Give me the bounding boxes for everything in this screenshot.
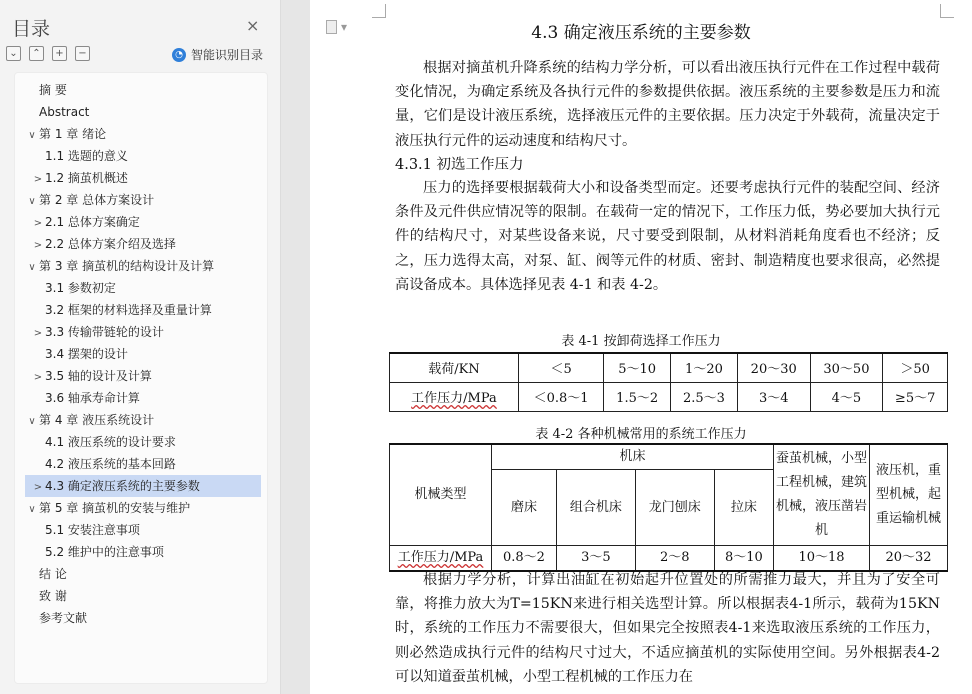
- table-row: [390, 444, 948, 470]
- toc-item-label: 3.2 框架的材料选择及重量计算: [45, 303, 212, 317]
- table-cell: 液压机，重型机械，起重运输机械: [870, 444, 948, 546]
- paragraph: 根据力学分析，计算出油缸在初始起升位置处的所需推力最大，并且为了安全可靠，将推力放大为T=15KN来进行相关选型计算。所以根据表4-1所示，载荷为15KN时，系统的工作压力不需要很大，但如果完全按照表4-1来选取液压系统的工作压力，则必然造成执行元件的结构尺寸过大，不适应摘茧机的实际使用空间。另外根据表4-2可以知道蚕茧机械，小型工程机械的工作压力在: [395, 572, 940, 685]
- nav-title: 目录: [12, 18, 51, 40]
- chevron-down-icon: ▾: [341, 20, 348, 34]
- toc-item-label: 3.5 轴的设计及计算: [45, 369, 152, 383]
- table-cell: ＜5: [518, 353, 603, 382]
- toc-item-label: Abstract: [39, 105, 90, 119]
- document-page: [310, 0, 972, 694]
- table-cell: 组合机床: [556, 470, 635, 546]
- toc-item-label: 5.2 维护中的注意事项: [45, 545, 164, 559]
- table-row: [390, 353, 948, 382]
- toc-item[interactable]: [25, 585, 261, 607]
- table-cell: 0.8～2: [492, 546, 557, 572]
- table-caption: 表 4-2 各种机械常用的系统工作压力: [535, 427, 747, 442]
- toc-item-label: 2.2 总体方案介绍及选择: [45, 237, 176, 251]
- toc-item[interactable]: [25, 409, 261, 431]
- chevron-icon[interactable]: >: [33, 218, 43, 229]
- toc-item[interactable]: [25, 123, 261, 145]
- toc-item-label: 第 1 章 绪论: [39, 127, 107, 141]
- table-cell: 龙门刨床: [635, 470, 714, 546]
- table-cell: 机床: [492, 444, 774, 470]
- chevron-icon[interactable]: ∨: [28, 196, 36, 207]
- toc-item[interactable]: [25, 255, 261, 277]
- toc-item[interactable]: [25, 519, 261, 541]
- toc-item-label: 3.6 轴承寿命计算: [45, 391, 140, 405]
- table-4-2: [389, 443, 948, 572]
- toc-item-label: 4.2 液压系统的基本回路: [45, 457, 176, 471]
- table-cell: 磨床: [492, 470, 557, 546]
- chevron-icon[interactable]: >: [33, 174, 43, 185]
- close-icon[interactable]: ×: [246, 16, 260, 35]
- table-cell: 2～8: [635, 546, 714, 572]
- toc-item-label: 结 论: [39, 567, 67, 581]
- toc-item[interactable]: [25, 321, 261, 343]
- table-cell: 工作压力/MPa: [390, 546, 492, 572]
- margin-corner-mark: [372, 4, 386, 18]
- smart-toc-icon: ◔: [172, 48, 186, 62]
- navigation-pane: [0, 0, 281, 694]
- toc-item-label: 第 4 章 液压系统设计: [39, 413, 155, 427]
- expand-all-icon[interactable]: ⌃: [29, 46, 44, 61]
- toc-item[interactable]: [25, 431, 261, 453]
- paragraph: 压力的选择要根据载荷大小和设备类型而定。还要考虑执行元件的装配空间、经济条件及元件供应情况等的限制。在载荷一定的情况下，工作压力低，势必要加大执行元件的结构尺寸，对某些设备来说，尺寸要受到限制，从材料消耗角度看也不经济；反之，压力选得太高，对泵、缸、阀等元件的材质、密封、制造精度也要求很高，必然提高设备成本。具体选择见表 4-1 和表 4-2。: [395, 180, 940, 293]
- chevron-icon[interactable]: ∨: [28, 130, 36, 141]
- table-cell: ＞50: [883, 353, 948, 382]
- toc-item-label: 致 谢: [39, 589, 67, 603]
- toc-item[interactable]: [25, 365, 261, 387]
- table-cell: 5～10: [604, 353, 671, 382]
- chevron-icon[interactable]: >: [33, 328, 43, 339]
- toc-item[interactable]: [25, 387, 261, 409]
- toc-item[interactable]: [25, 563, 261, 585]
- toc-item-label: 第 2 章 总体方案设计: [39, 193, 155, 207]
- table-cell: 2.5～3: [671, 382, 738, 411]
- toc-item-label: 4.3 确定液压系统的主要参数: [45, 479, 200, 493]
- toc-item-label: 3.1 参数初定: [45, 281, 116, 295]
- toc-item[interactable]: [25, 189, 261, 211]
- toc-item-label: 3.4 摆架的设计: [45, 347, 128, 361]
- toc-item[interactable]: [25, 453, 261, 475]
- toc-item[interactable]: [25, 211, 261, 233]
- table-cell: 1.5～2: [604, 382, 671, 411]
- toc-item-label: 参考文献: [39, 611, 88, 625]
- table-cell: ≥5～7: [883, 382, 948, 411]
- collapse-all-icon[interactable]: ⌄: [6, 46, 21, 61]
- smart-toc-button[interactable]: [172, 46, 263, 63]
- toc-item-label: 5.1 安装注意事项: [45, 523, 140, 537]
- subsection-heading: 4.3.1 初选工作压力: [395, 157, 524, 173]
- chevron-icon[interactable]: >: [33, 372, 43, 383]
- section-title: 4.3 确定液压系统的主要参数: [531, 23, 751, 43]
- remove-heading-icon[interactable]: −: [75, 46, 90, 61]
- table-cell: 8～10: [714, 546, 773, 572]
- toc-item[interactable]: [25, 101, 261, 123]
- table-cell: 1～20: [671, 353, 738, 382]
- toc-item[interactable]: [25, 541, 261, 563]
- toc-item[interactable]: [25, 233, 261, 255]
- toc-item-label: 3.3 传输带链轮的设计: [45, 325, 164, 339]
- toc-item[interactable]: [25, 145, 261, 167]
- toc-item-label: 第 3 章 摘茧机的结构设计及计算: [39, 259, 215, 273]
- table-cell: 30～50: [810, 353, 883, 382]
- nav-toolbar: [6, 46, 90, 61]
- chevron-icon[interactable]: ∨: [28, 416, 36, 427]
- table-cell: 20～32: [870, 546, 948, 572]
- margin-corner-mark: [940, 4, 954, 18]
- toc-list: [14, 72, 268, 684]
- toc-item-label: 2.1 总体方案确定: [45, 215, 140, 229]
- toc-item-label: 4.1 液压系统的设计要求: [45, 435, 176, 449]
- toc-item[interactable]: [25, 497, 261, 519]
- toc-item-label: 摘 要: [39, 83, 67, 97]
- toc-item[interactable]: [25, 299, 261, 321]
- table-caption: 表 4-1 按卸荷选择工作压力: [561, 334, 721, 349]
- table-cell: 机械类型: [390, 444, 492, 546]
- toc-item[interactable]: [25, 167, 261, 189]
- paragraph: 根据对摘茧机升降系统的结构力学分析，可以看出液压执行元件在工作过程中载荷变化情况，为确定系统及各执行元件的参数提供依据。液压系统的主要参数是压力和流量，它们是设计液压系统，选择液压元件的主要依据。压力决定于外载荷，流量决定于液压执行元件的运动速度和结构尺寸。: [395, 60, 940, 149]
- smart-toc-label: 智能识别目录: [191, 48, 264, 62]
- table-cell: 3～5: [556, 546, 635, 572]
- table-cell: 4～5: [810, 382, 883, 411]
- toc-item-label: 1.1 选题的意义: [45, 149, 128, 163]
- table-4-1: [389, 352, 948, 412]
- chevron-icon[interactable]: ∨: [28, 262, 36, 273]
- toc-item-label: 第 5 章 摘茧机的安装与维护: [39, 501, 191, 515]
- table-cell: 3～4: [737, 382, 810, 411]
- toc-item[interactable]: [25, 475, 261, 497]
- table-cell: 拉床: [714, 470, 773, 546]
- table-cell: 载荷/KN: [390, 353, 519, 382]
- toc-item[interactable]: [25, 607, 261, 629]
- toc-item[interactable]: [25, 343, 261, 365]
- toc-item-label: 1.2 摘茧机概述: [45, 171, 128, 185]
- add-heading-icon[interactable]: +: [52, 46, 67, 61]
- table-cell: 10～18: [774, 546, 870, 572]
- chevron-icon[interactable]: ∨: [28, 504, 36, 515]
- toc-item[interactable]: [25, 277, 261, 299]
- chevron-icon[interactable]: >: [33, 240, 43, 251]
- toc-item[interactable]: [25, 79, 261, 101]
- table-cell: ＜0.8～1: [518, 382, 603, 411]
- table-cell: 20～30: [737, 353, 810, 382]
- table-row: [390, 382, 948, 411]
- table-cell: 工作压力/MPa: [390, 382, 519, 411]
- table-cell: 蚕茧机械，小型工程机械，建筑机械，液压凿岩机: [774, 444, 870, 546]
- chevron-icon[interactable]: >: [33, 482, 43, 493]
